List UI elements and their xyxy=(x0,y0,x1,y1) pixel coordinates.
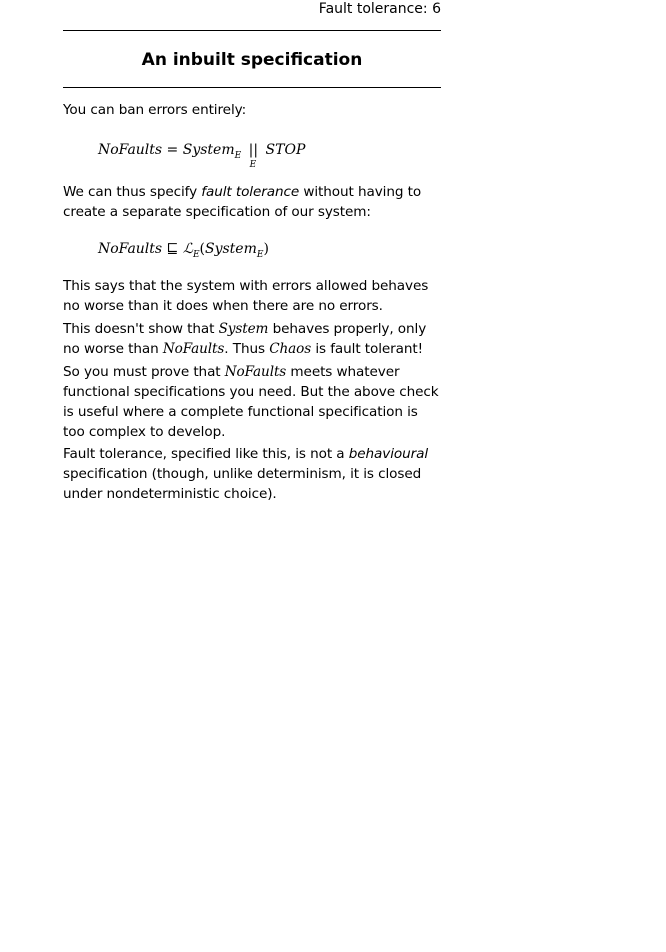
text-span: without having to create a separate specification of our system: xyxy=(63,184,422,220)
text-span: We can thus specify xyxy=(63,184,202,200)
refinement-operator: ⊑ xyxy=(162,241,183,257)
text-span: specification (though, unlike determinism, it is closed under nondeterministic choice). xyxy=(63,466,422,502)
formula-nofaults-definition xyxy=(98,140,306,170)
paragraph-prove-nofaults xyxy=(63,362,443,442)
abstraction-subscript: E xyxy=(192,250,200,260)
math-nofaults: NoFaults xyxy=(162,341,225,357)
slide-title: An inbuilt specification xyxy=(141,50,363,70)
math-system: System xyxy=(218,321,269,337)
paragraph-not-behavioural xyxy=(63,444,443,504)
open-paren: ( xyxy=(199,241,205,257)
text-span: This doesn't show that xyxy=(63,321,219,337)
text-span: behaves properly, only no worse than xyxy=(63,321,427,357)
text-span: Fault tolerance, specified like this, is not a xyxy=(63,446,349,462)
formula-lhs: NoFaults xyxy=(98,142,163,158)
paragraph-ban-errors: You can ban errors entirely: xyxy=(63,102,247,118)
text-span: is fault tolerant! xyxy=(311,341,423,357)
text-span: So you must prove that xyxy=(63,364,225,380)
formula-system-subscript: E xyxy=(234,151,242,161)
paragraph-specify-fault-tolerance xyxy=(63,182,443,222)
formula-stop: STOP xyxy=(265,142,306,158)
formula-lhs: NoFaults xyxy=(98,241,163,257)
formula-refinement xyxy=(98,239,269,261)
bottom-divider xyxy=(63,87,441,88)
formula-equals: = xyxy=(162,142,183,158)
formula-system: System xyxy=(204,241,257,257)
lazy-abstraction-symbol: ℒ xyxy=(182,241,193,257)
text-span: meets whatever functional specifications you need. But the above check is useful where a complete functional specification is too complex to develop. xyxy=(63,364,439,440)
paragraph-behaves-no-worse: This says that the system with errors allowed behaves no worse than it does when there are no errors. xyxy=(63,278,429,314)
parallel-subscript: E xyxy=(249,160,257,170)
emphasis-behavioural: behavioural xyxy=(348,446,429,462)
emphasis-fault-tolerance: fault tolerance xyxy=(201,184,300,200)
top-divider xyxy=(63,30,441,31)
running-header: Fault tolerance: 6 xyxy=(318,1,441,17)
formula-system: System xyxy=(182,142,235,158)
formula-system-subscript: E xyxy=(256,250,264,260)
close-paren: ) xyxy=(263,241,269,257)
math-nofaults: NoFaults xyxy=(224,364,287,380)
text-span: . Thus xyxy=(224,341,270,357)
paragraph-chaos-tolerant xyxy=(63,319,443,359)
parallel-symbol: || xyxy=(248,142,259,158)
parallel-operator xyxy=(248,140,259,170)
math-chaos: Chaos xyxy=(269,341,312,357)
